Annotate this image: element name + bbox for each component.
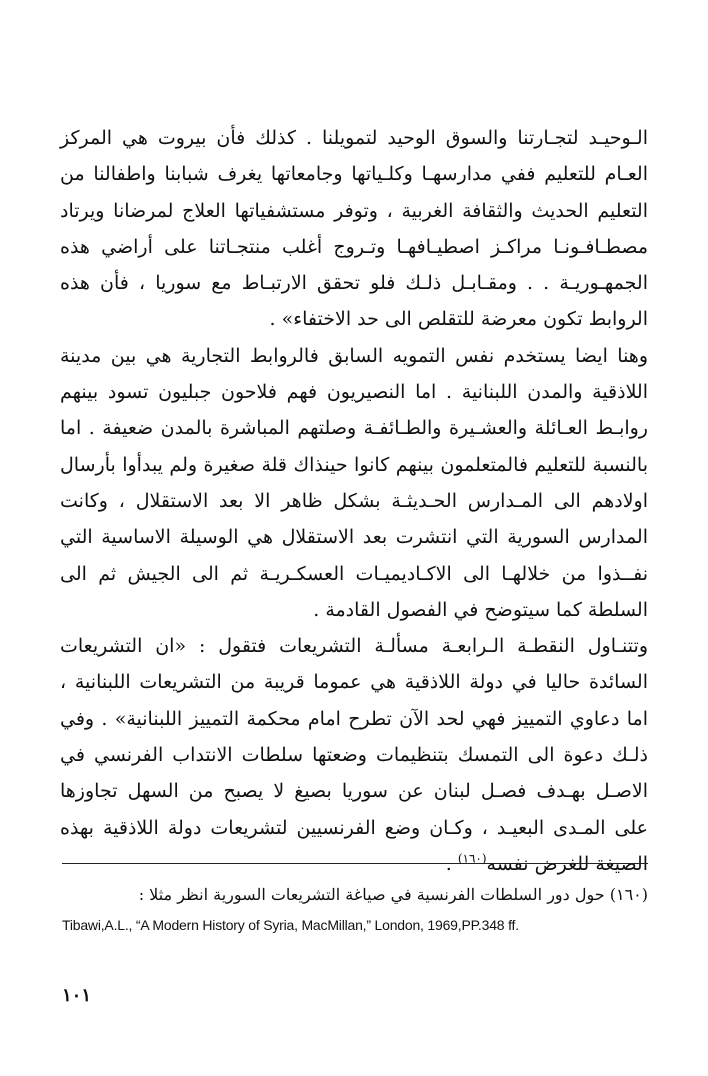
text-line: السائدة حاليا في دولة اللاذقية هي عموما قريبة من التشريعات اللبنانية ، xyxy=(60,671,648,694)
text-line: الاصـل بهـدف فصـل لبنان عن سوريا بصيغ لا يصبح من السهل تجاوزها xyxy=(60,780,648,803)
text-line: على المـدى البعيـد ، وكـان وضع الفرنسيين لتشريعات دولة اللاذقية بهذه xyxy=(60,816,648,839)
body-text xyxy=(60,120,648,882)
text-line: ذلـك دعوة الى التمسك بتنظيمات وضعتها سلطات الانتداب الفرنسي في xyxy=(60,744,649,767)
text-line: روابـط العـائلة والعشـيرة والطـائفـة وصلتهم المباشرة بالمدن ضعيفة . اما xyxy=(60,417,648,440)
text-line: وهنا ايضا يستخدم نفس التمويه السابق فالروابط التجارية هي بين مدينة xyxy=(60,344,648,367)
text-line: اللاذقية والمدن اللبنانية . اما النصيريون فهم فلاحون جبليون تسود بينهم xyxy=(60,381,648,404)
text-line: الروابط تكون معرضة للتقلص الى حد الاختفاء» . xyxy=(269,308,648,331)
footnote-arabic: (١٦٠) حول دور السلطات الفرنسية في صياغة التشريعات السورية انظر مثلا : xyxy=(138,885,648,904)
footnote xyxy=(62,880,648,940)
text-line: مصطـافـونـا مراكـز اصطيـافهـا وتـروج أغلب منتجـاتنا على أراضي هذه xyxy=(60,235,648,258)
text-line: التعليم الحديث والثقافة الغربية ، وتوفر مستشفياتها العلاج لمرضانا ويرتاد xyxy=(60,199,648,222)
page-number: ١٠١ xyxy=(62,985,92,1006)
text-line: الـوحيـد لتجـارتنا والسوق الوحيد لتمويلنا . كذلك فأن بيروت هي المركز xyxy=(60,127,648,149)
text-line: اما دعاوي التمييز فهي لحد الآن تطرح امام محكمة التمييز اللبنانية» . وفي xyxy=(60,707,648,730)
footnote-citation: Tibawi,A.L., “A Modern History of Syria, MacMillan,” London, 1969,PP.348 ff. xyxy=(62,917,519,933)
text-line: اولادهم الى المـدارس الحـديثـة بشكل ظاهر الا بعد الاستقلال ، وكانت xyxy=(60,489,648,512)
text-line: نفــذوا من خلالهـا الى الاكـاديميـات العسكـريـة ثم الى الجيش ثم الى xyxy=(60,562,648,585)
text-line: وتتنـاول النقطـة الـرابعـة مسألـة التشريعات فتقول : «ان التشريعات xyxy=(60,635,648,658)
text-line-end: . xyxy=(445,852,458,875)
text-line: السلطة كما سيتوضح في الفصول القادمة . xyxy=(313,598,648,621)
text-line: المدارس السورية التي انتشرت بعد الاستقلال هي الوسيلة الاساسية التي xyxy=(60,526,648,549)
text-line: العـام للتعليم ففي مدارسهـا وكلـياتها وجامعاتها يغرف شبابنا واطفالنا من xyxy=(60,163,648,186)
text-line: الجمهـوريـة . . ومقـابـل ذلـك فلو تحقق الارتبـاط مع سوريا ، فأن هذه xyxy=(60,272,648,295)
footnote-divider xyxy=(62,863,648,864)
text-line-last xyxy=(60,846,648,882)
footnote-reference[interactable]: (١٦٠) xyxy=(457,851,487,866)
text-line-content: الصيغة للغرض نفسه xyxy=(486,852,648,875)
text-line: بالنسبة للتعليم فالمتعلمون بينهم كانوا حينذاك قلة صغيرة ولم يبدأوا بأرسال xyxy=(60,453,648,476)
